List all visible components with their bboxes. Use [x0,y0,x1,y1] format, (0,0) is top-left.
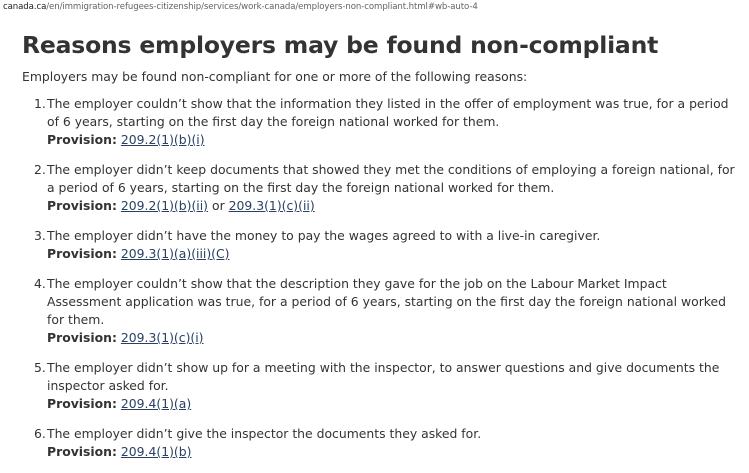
reason-text: The employer didn’t have the money to pay the wages agreed to with a live-in caregiver. [47,228,601,243]
provision-line [47,245,739,263]
provision-line [47,443,739,461]
provision-line [47,329,739,347]
provision-line [47,395,739,413]
intro-text: Employers may be found non-compliant for one or more of the following reasons: [22,69,528,84]
reason-text: The employer couldn’t show that the information they listed in the offer of employment was true, for a period of 6 years, starting on the first day the foreign national worked for them. [47,96,729,129]
reason-item [0,425,749,461]
provision-label: Provision: [47,330,117,345]
reason-item [0,359,749,413]
reason-number: 2. [34,162,46,177]
reason-number: 3. [34,228,46,243]
reasons-list [0,95,749,473]
provision-link-209-3-1-c-ii[interactable]: 209.3(1)(c)(ii) [228,198,315,213]
url-path: /en/immigration-refugees-citizenship/services/work-canada/employers-non-compliant.html#wb-auto-4 [46,2,478,12]
address-bar-url[interactable] [3,2,478,12]
provision-label: Provision: [47,246,117,261]
provision-label: Provision: [47,132,117,147]
reason-item [0,95,749,149]
page-title: Reasons employers may be found non-compliant [22,31,659,59]
reason-text: The employer didn’t give the inspector the documents they asked for. [47,426,482,441]
provision-line [47,131,739,149]
provision-link-209-4-1-b[interactable]: 209.4(1)(b) [120,444,192,459]
provision-link-209-3-1-a-iii-c[interactable]: 209.3(1)(a)(iii)(C) [120,246,230,261]
provision-separator: or [211,198,225,213]
url-domain: canada.ca [3,2,47,12]
provision-link-209-3-1-c-i[interactable]: 209.3(1)(c)(i) [120,330,204,345]
provision-line [47,197,739,215]
provision-link-209-2-1-b-i[interactable]: 209.2(1)(b)(i) [120,132,205,147]
reason-text: The employer didn’t keep documents that showed they met the conditions of employing a foreign national, for a period of 6 years, starting on the first day the foreign national worked for them. [47,162,735,195]
reason-item [0,161,749,215]
reason-text: The employer didn’t show up for a meeting with the inspector, to answer questions and give documents the inspector asked for. [47,360,720,393]
reason-number: 6. [34,426,46,441]
provision-link-209-2-1-b-ii[interactable]: 209.2(1)(b)(ii) [120,198,209,213]
provision-label: Provision: [47,198,117,213]
reason-item [0,275,749,347]
provision-label: Provision: [47,396,117,411]
provision-link-209-4-1-a[interactable]: 209.4(1)(a) [120,396,192,411]
reason-number: 1. [34,96,46,111]
reason-item [0,227,749,263]
reason-number: 4. [34,276,46,291]
reason-text: The employer couldn’t show that the description they gave for the job on the Labour Market Impact Assessment application was true, for a period of 6 years, starting on the first day the foreign national worked for them. [47,276,727,327]
provision-label: Provision: [47,444,117,459]
reason-number: 5. [34,360,46,375]
